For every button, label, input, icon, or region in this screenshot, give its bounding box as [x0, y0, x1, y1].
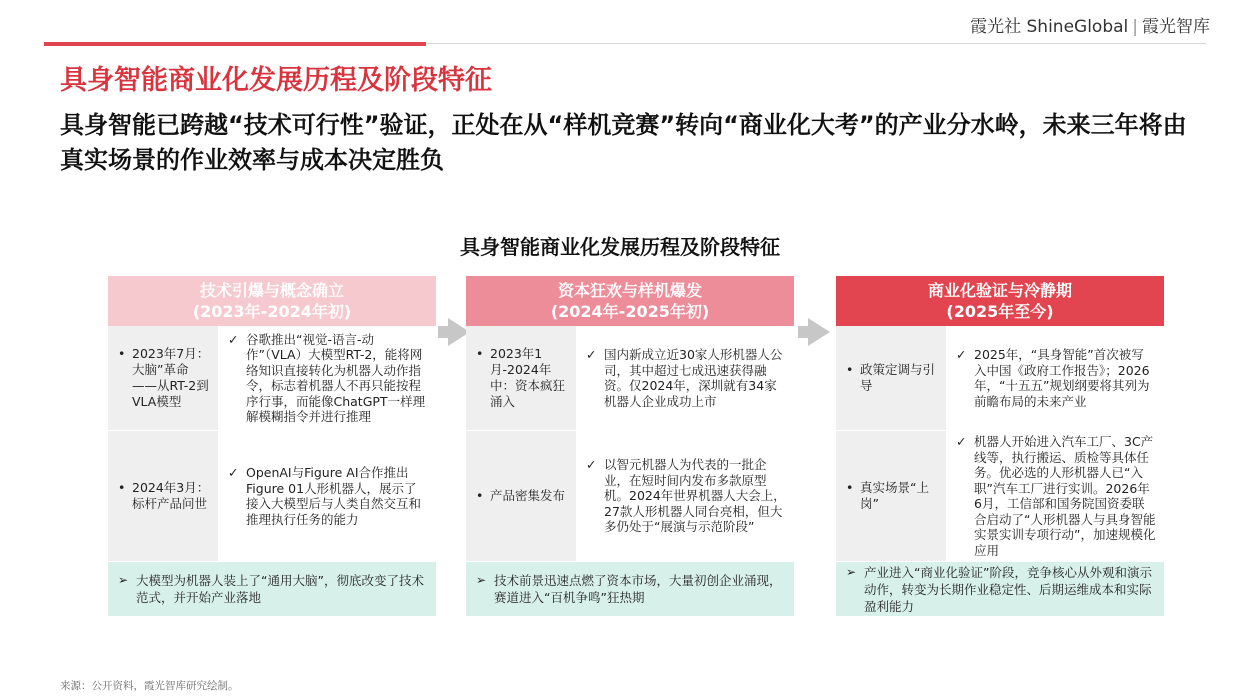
row-detail-text: ✓ 谷歌推出“视觉-语言-动作”（VLA）大模型RT-2，能将网络知识直接转化为机器人动作指令，标志着机器人不再只能按程序行事，而能像ChatGPT一样理解模糊指令并进行推理 — [228, 332, 428, 425]
phase-row — [466, 326, 794, 431]
phase-row — [108, 431, 436, 562]
phase-row — [836, 431, 1164, 562]
phase-summary — [466, 562, 794, 616]
row-detail — [946, 431, 1164, 561]
header-divider — [426, 43, 1206, 44]
phase-header — [108, 276, 436, 326]
row-label — [108, 431, 218, 561]
brand-logo — [970, 12, 1210, 37]
row-label — [836, 431, 946, 561]
phase-title: 商业化验证与冷静期 — [927, 281, 1072, 300]
phase-column-3 — [836, 276, 1164, 618]
phase-header — [466, 276, 794, 326]
row-detail-text: ✓ 国内新成立近30家人形机器人公司，其中超过七成迅速获得融资。仅2024年，深圳就有34家机器人企业成功上市 — [586, 347, 786, 409]
row-detail-text: ✓ 机器人开始进入汽车工厂、3C产线等，执行搬运、质检等具体任务。优必选的人形机器人已“入职”汽车工厂进行实训。2026年6月，工信部和国务院国资委联合启动了“人形机器人与具身智能实景实训专项行动”，加速规模化应用 — [956, 434, 1156, 558]
phase-summary — [836, 562, 1164, 616]
phase-row — [466, 431, 794, 562]
phase-header — [836, 276, 1164, 326]
phase-column-1 — [108, 276, 436, 618]
row-label-text: • 政策定调与引导 — [846, 362, 940, 394]
row-label-text: • 产品密集发布 — [476, 488, 565, 504]
row-label — [466, 431, 576, 561]
row-label-text: • 2023年1月-2024年中：资本疯狂涌入 — [476, 346, 570, 410]
row-detail — [218, 431, 436, 561]
arrow-right-icon — [808, 318, 830, 346]
phase-summary-text: ➢ 技术前景迅速点燃了资本市场，大量初创企业涌现，赛道进入“百机争鸣”狂热期 — [476, 572, 784, 606]
figure-title: 具身智能商业化发展历程及阶段特征 — [460, 235, 780, 259]
row-detail — [576, 326, 794, 430]
row-label — [836, 326, 946, 430]
row-detail — [946, 326, 1164, 430]
phase-title: 资本狂欢与样机爆发 — [557, 281, 702, 300]
brand-sub-name: 霞光智库 — [1142, 17, 1210, 37]
phase-period: (2023年-2024年初) — [192, 302, 352, 321]
phase-summary-text: ➢ 大模型为机器人装上了“通用大脑”，彻底改变了技术范式，并开始产业落地 — [118, 572, 426, 606]
row-detail-text: ✓ OpenAI与Figure AI合作推出Figure 01人形机器人，展示了接入大模型后与人类自然交互和推理执行任务的能力 — [228, 465, 428, 527]
phase-summary-text: ➢ 产业进入“商业化验证”阶段，竞争核心从外观和演示动作，转变为长期作业稳定性、后期运维成本和实际盈利能力 — [846, 564, 1154, 615]
phase-column-2 — [466, 276, 794, 618]
phase-period: (2024年-2025年初) — [550, 302, 710, 321]
phase-title: 技术引爆与概念确立 — [199, 281, 344, 300]
row-label — [108, 326, 218, 430]
phase-period: (2025年至今) — [946, 302, 1054, 321]
page-title: 具身智能商业化发展历程及阶段特征 — [60, 65, 492, 96]
phase-summary — [108, 562, 436, 616]
row-label-text: • 2024年3月：标杆产品问世 — [118, 480, 212, 512]
brand-name: 霞光社 ShineGlobal — [970, 17, 1129, 37]
brand-separator: | — [1132, 17, 1138, 37]
row-detail — [218, 326, 436, 430]
page-subtitle: 具身智能已跨越“技术可行性”验证，正处在从“样机竞赛”转向“商业化大考”的产业分水岭，未来三年将由真实场景的作业效率与成本决定胜负 — [60, 111, 1187, 174]
phase-row — [108, 326, 436, 431]
row-detail-text: ✓ 2025年，“具身智能”首次被写入中国《政府工作报告》；2026年，“十五五”规划纲要将其列为前瞻布局的未来产业 — [956, 347, 1156, 409]
row-label-text: • 真实场景“上岗” — [846, 480, 940, 512]
row-label-text: • 2023年7月：大脑”革命——从RT-2到VLA模型 — [118, 346, 212, 410]
row-detail-text: ✓ 以智元机器人为代表的一批企业，在短时间内发布多款原型机。2024年世界机器人大会上，27款人形机器人同台亮相，但大多仍处于“展演与示范阶段” — [586, 457, 786, 535]
source-note: 来源：公开资料，霞光智库研究绘制。 — [60, 680, 239, 692]
header-accent-bar — [44, 42, 426, 46]
row-label — [466, 326, 576, 430]
row-detail — [576, 431, 794, 561]
phase-row — [836, 326, 1164, 431]
